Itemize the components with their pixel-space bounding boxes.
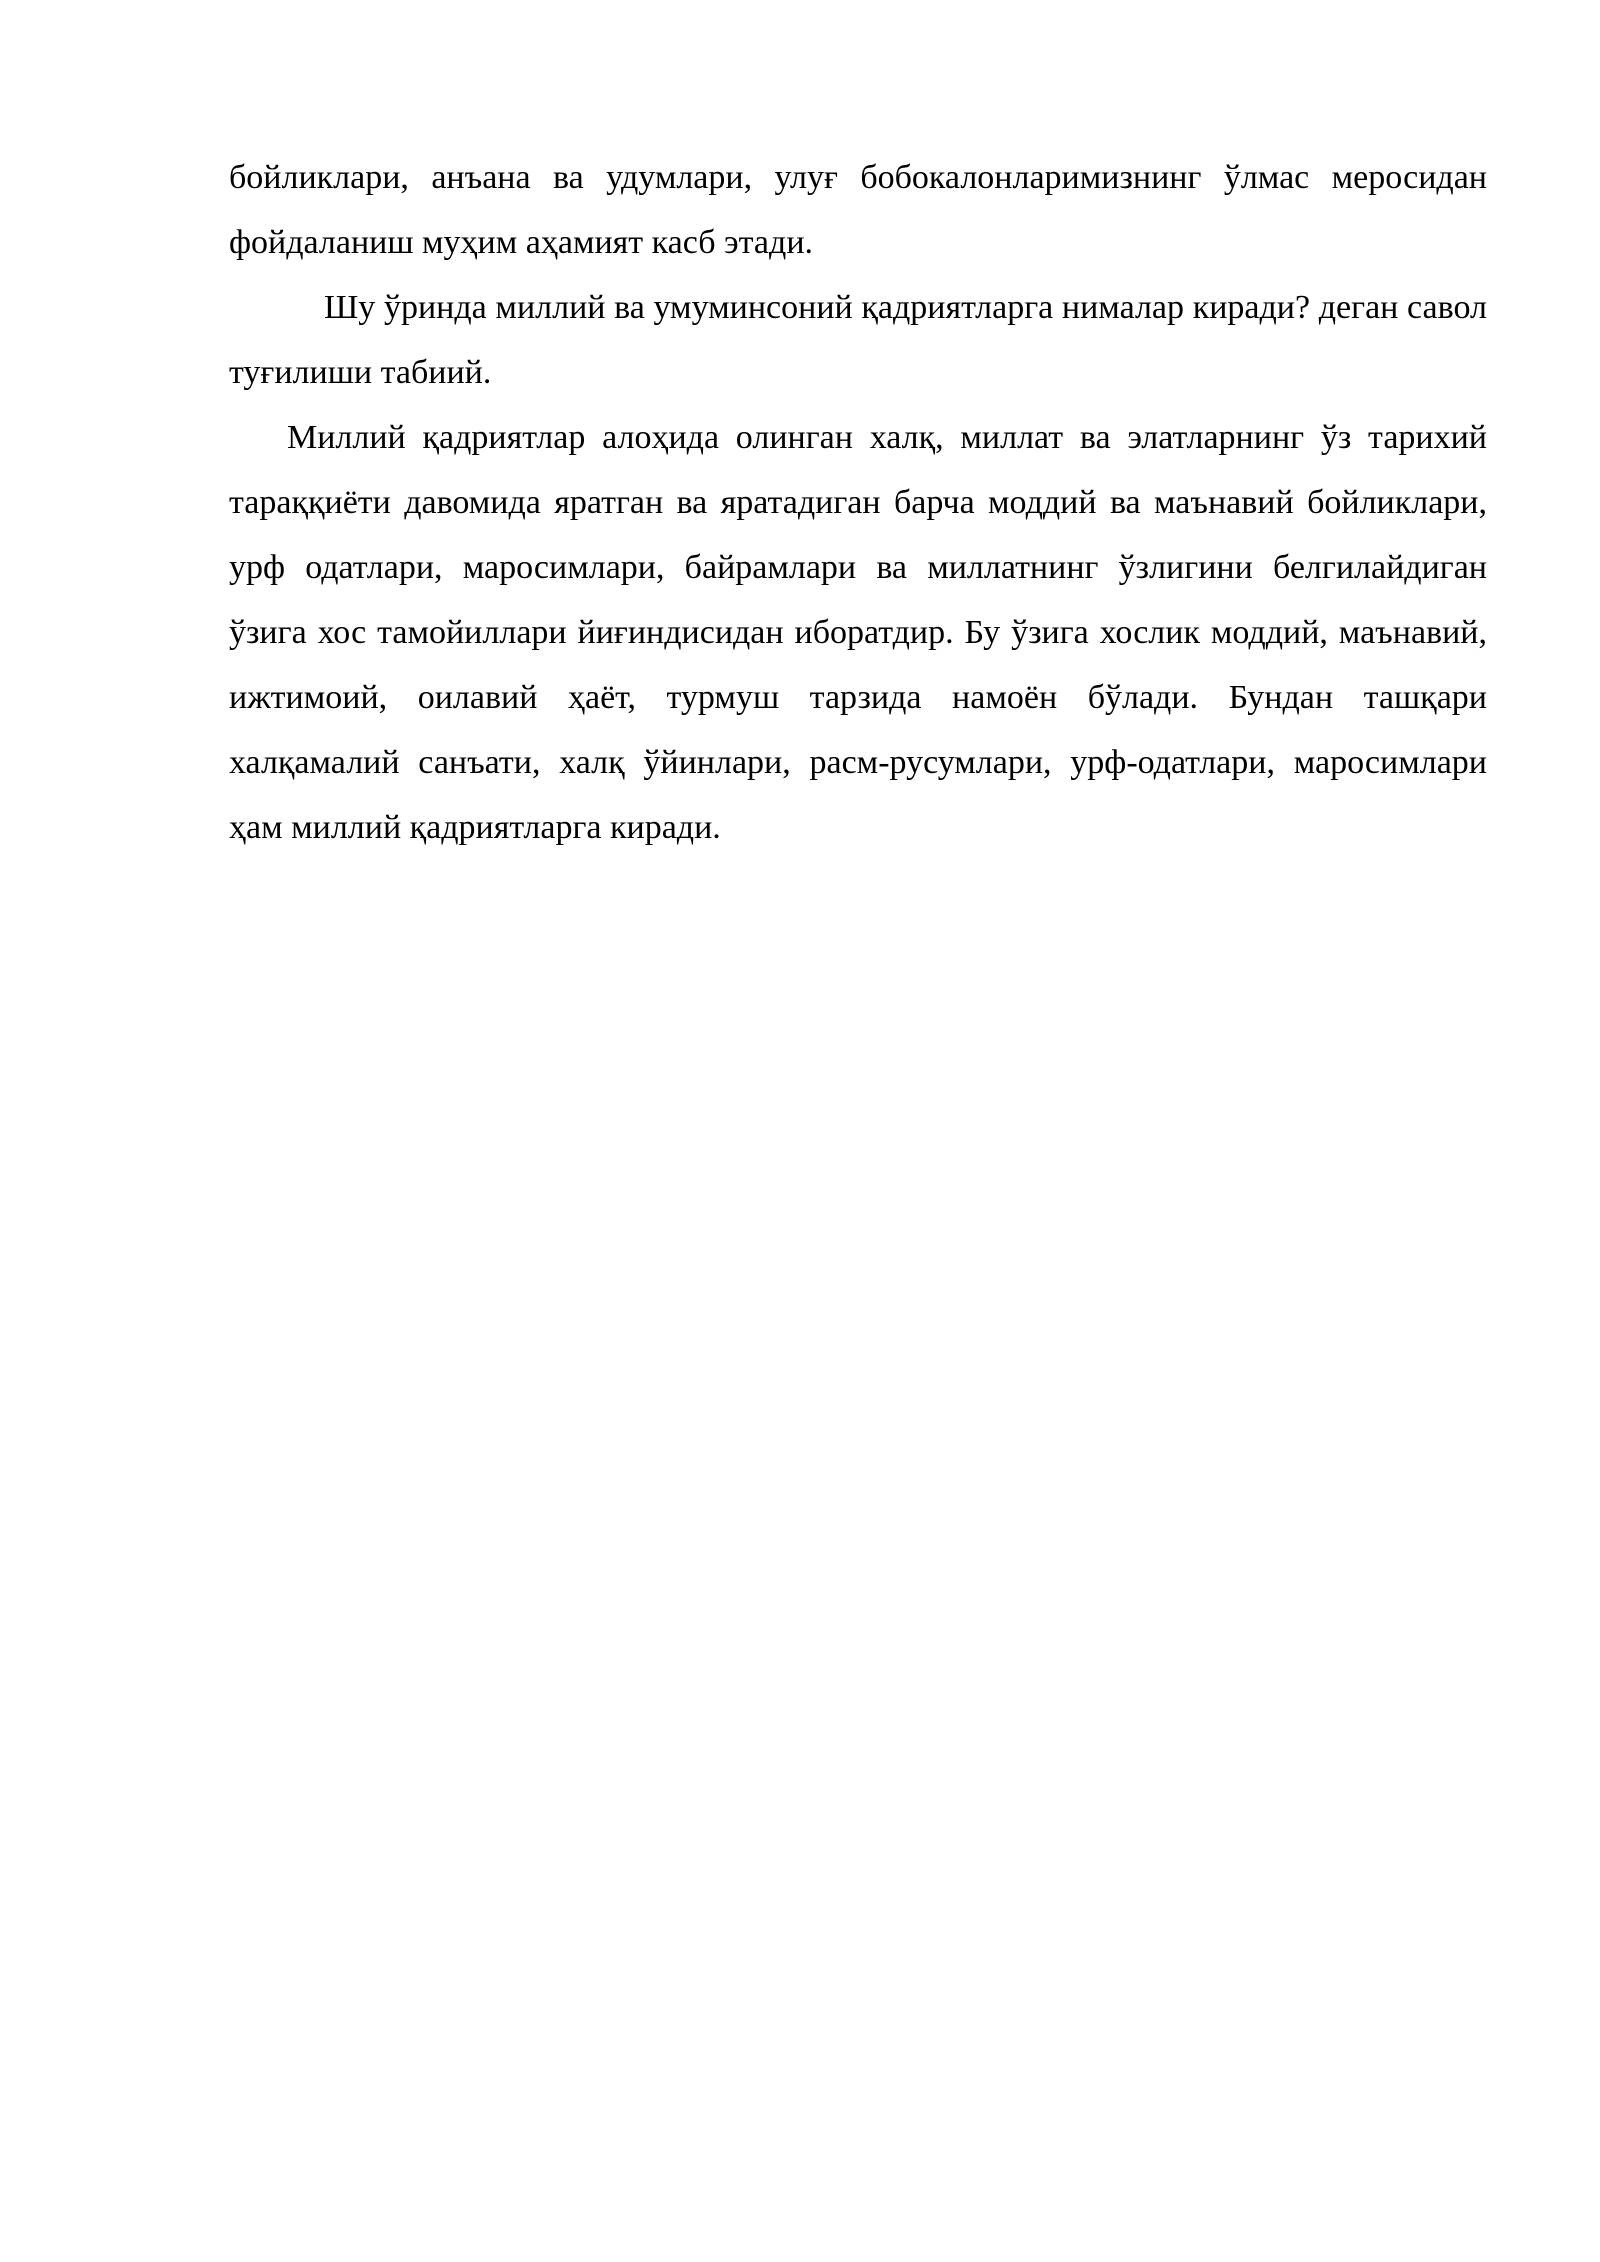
paragraph-question: Шу ўринда миллий ва умуминсоний қадриятларга нималар киради? деган савол туғилиши табиий. xyxy=(229,289,1487,391)
document-body xyxy=(229,145,1487,860)
paragraph-national-values: Миллий қадриятлар алоҳида олинган халқ, миллат ва элатларнинг ўз тарихий тараққиёти давомида яратган ва яратадиган барча моддий ва маънавий бойликлари, урф одатлари, маросимлари, байрамлари ва миллатнинг ўзлигини белгилайдиган ўзига хос тамойиллари йиғиндисидан иборатдир. Бу ўзига хослик моддий, маънавий, ижтимоий, оилавий ҳаёт, турмуш тарзида намоён бўлади. Бундан ташқари халқамалий санъати, халқ ўйинлари, расм-русумлари, урф-одатлари, маросимлари ҳам миллий қадриятларга киради. xyxy=(229,419,1487,846)
paragraph-continuation: бойликлари, анъана ва удумлари, улуғ бобокалонларимизнинг ўлмас меросидан фойдаланиш муҳим аҳамият касб этади. xyxy=(229,159,1487,261)
